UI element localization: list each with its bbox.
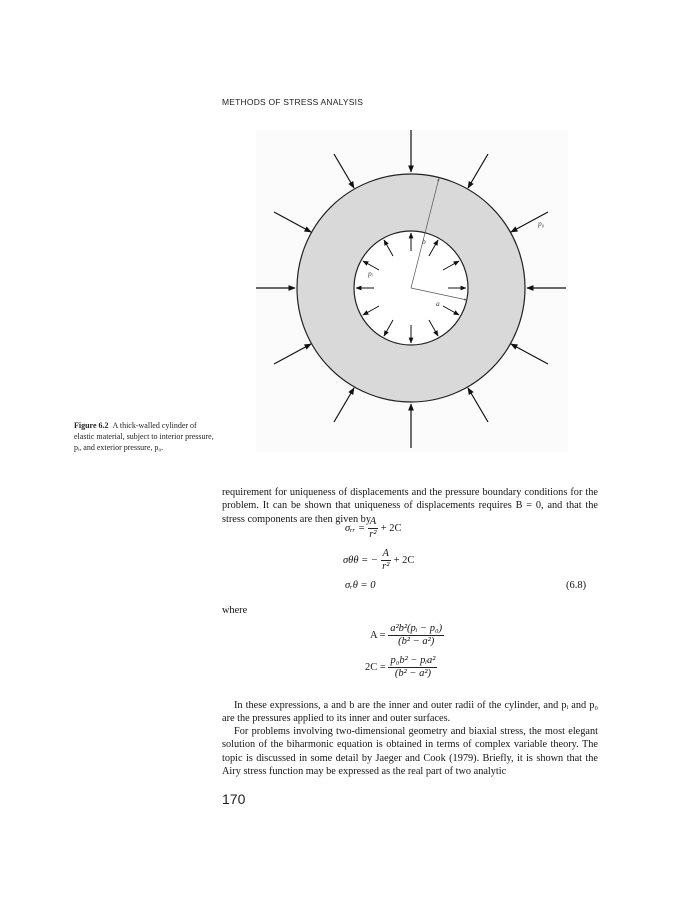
page-number: 170 <box>222 791 246 807</box>
label-po: p₀ <box>538 219 545 228</box>
running-header: METHODS OF STRESS ANALYSIS <box>222 97 364 107</box>
where-text: where <box>222 605 248 616</box>
figure-caption <box>74 420 216 453</box>
equation-sigma-thetatheta: σθθ = − $\frac{A}{\text{r²}}$ + 2C <box>343 548 415 572</box>
equation-sigma-rtheta: σᵣθ = 0 <box>345 580 376 591</box>
equation-number: (6.8) <box>566 580 587 591</box>
figure-number: Figure 6.2 <box>74 421 109 430</box>
paragraph-2: In these expressions, a and b are the inner and outer radii of the cylinder, and pᵢ and p₀ are the pressures applied to its inner and outer surfaces. <box>222 700 598 725</box>
thick-walled-cylinder-figure <box>256 130 568 452</box>
figure-caption-text: A thick-walled cylinder of elastic material, subject to interior pressure, pᵢ, and exterior pressure, p₀. <box>74 421 214 452</box>
equation-2C: 2C = $\frac{\text{p₀b² − pᵢa²}}{\text{(b² − a²)}}$ <box>365 655 436 679</box>
equation-sigma-rr: σᵣᵣ = $\frac{A}{\text{r²}}$ + 2C <box>345 516 402 540</box>
equation-A: A = $\frac{\text{a²b²(pᵢ − p₀)}}{\text{(b² − a²)}}$ <box>370 623 443 647</box>
paragraph-1: requirement for uniqueness of displacements and the pressure boundary conditions for the problem. It can be shown that uniqueness of displacements requires B = 0, and that the stress components are then given by <box>222 487 598 525</box>
paragraph-3: For problems involving two-dimensional geometry and biaxial stress, the most elegant solution of the biharmonic equation is obtained in terms of complex variable theory. The topic is discussed in some detail by Jaeger and Cook (1979). Briefly, it is shown that the Airy stress function may be expressed as the real part of two analytic <box>222 726 598 778</box>
label-a: a <box>436 299 440 308</box>
label-pi: pᵢ <box>368 269 373 278</box>
label-b: b <box>422 237 426 246</box>
